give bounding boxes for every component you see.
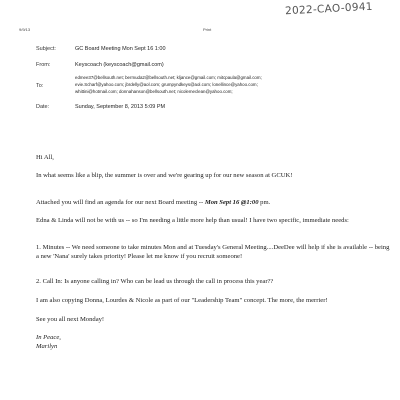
greeting: Hi All, (36, 154, 54, 161)
signature-closing: In Peace, (36, 334, 61, 341)
date-label: Date: (36, 104, 50, 110)
paragraph-4: 1. Minutes -- We need someone to take minutes Mon and at Tuesday's General Meeting....DeeDee will help if she is available -- being a new 'Nana' surely takes priority! Please let me know if you recruit someone! (36, 244, 390, 260)
subject-value: GC Board Meeting Mon Sept 16 1:00 (75, 46, 166, 52)
to-line-3: whittini@hotmail.com; donnahanson@bellsouth.net; nicolemeclean@yahoo.com; (75, 89, 233, 94)
from-value: Keyscoach (keyscoach@gmail.com) (75, 62, 164, 68)
paragraph-3: Edna & Linda will not be with us -- so I'm needing a little more help than usual! I have two specific, immediate needs: (36, 217, 349, 224)
paragraph-2-post: pm. (260, 199, 271, 206)
paragraph-1: In what seems like a blip, the summer is over and we're gearing up for our new season at GCUK! (36, 172, 293, 179)
meeting-datetime: Mon Sept 16 @1:00 (204, 199, 259, 206)
date-value: Sunday, September 8, 2013 5:09 PM (75, 104, 166, 110)
signature-name: Marilyn (36, 343, 58, 350)
subject-label: Subject: (36, 46, 56, 52)
handwritten-stamp: 2022-CAO-0941 (284, 0, 374, 18)
print-date: 9/9/13 (19, 27, 31, 32)
paragraph-5: 2. Call In: Is anyone calling in? Who can be lead us through the call in process this year?? (36, 278, 274, 285)
paragraph-2-pre: Attached you will find an agenda for our next Board meeting -- (36, 199, 204, 206)
to-line-1: edmee37@bellsouth.net; bermuda2@bellsouth.net; kljance@gmail.com; mitcpaula@gmail.com; (75, 75, 262, 80)
to-line-2: evie.Scharf@yahoo.com; jbrdelly@aol.com; grumpyndkeys@aol.com; lonellince@yahoo.com; (75, 82, 258, 87)
from-label: From: (36, 62, 51, 68)
paragraph-7: See you all next Monday! (36, 316, 105, 323)
to-label: To: (36, 83, 44, 89)
paragraph-2 (36, 199, 391, 208)
print-label: Print (203, 27, 212, 32)
paragraph-6: I am also copying Donna, Lourdes & Nicole as part of our "Leadership Team" concept. The more, the merrier! (36, 297, 328, 304)
